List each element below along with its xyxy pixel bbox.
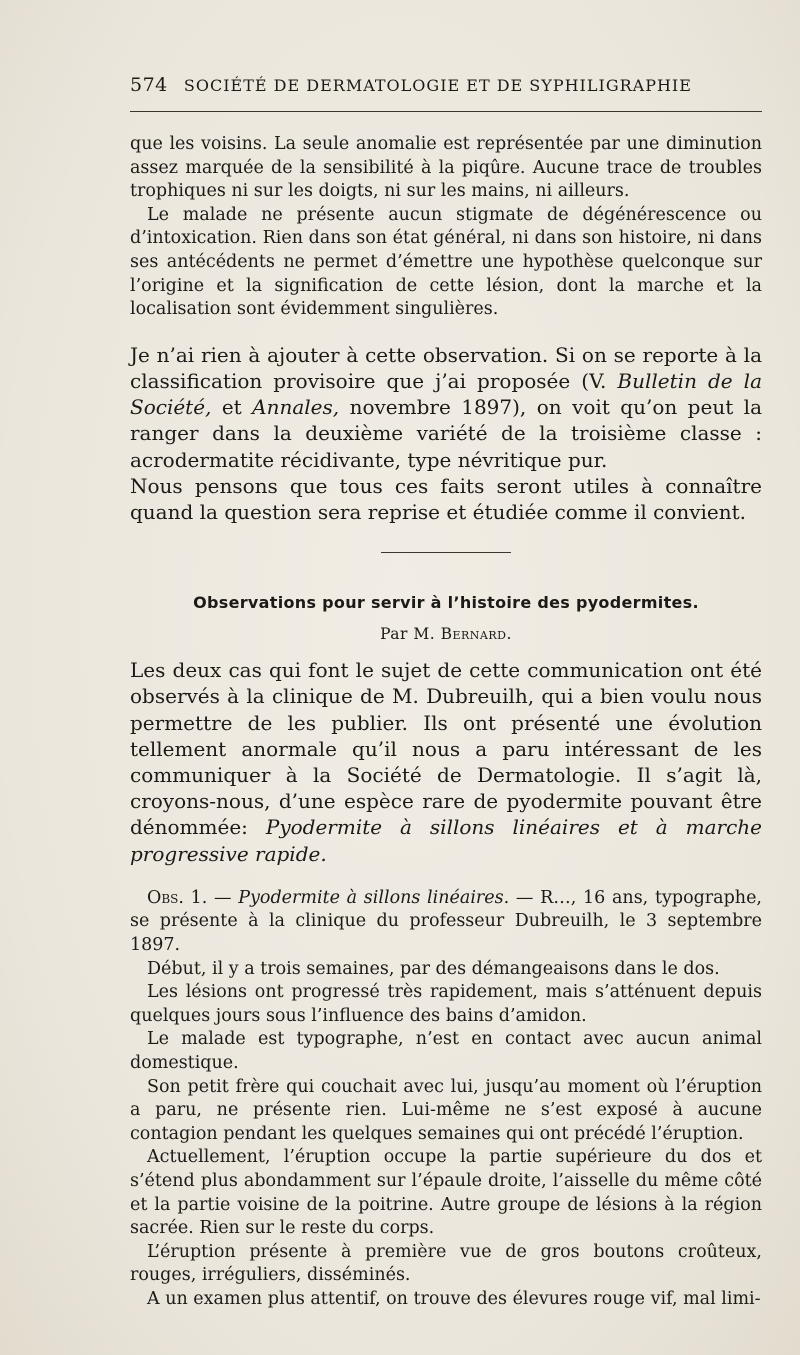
author-commentary [130,342,762,525]
article-intro [130,657,762,867]
text-run: — R…, 16 ans, typographe, se présente à la clinique du professeur Dubreuilh, le 3 septembre 1897. [130,887,762,955]
italic-run: Bulletin de la Société, [130,368,762,420]
paragraph: A un examen plus attentif, on trouve des élevures rouge vif, mal limi- [147,1288,761,1309]
italic-run: Pyodermite à sillons linéaires et à marche progressive rapide. [130,815,763,866]
paragraph: Le malade est typographe, n’est en contact avec aucun animal domestique. [130,1029,762,1073]
observation-1 [130,887,762,1312]
page-header [130,74,760,96]
paragraph: Début, il y a trois semaines, par des démangeaisons dans le dos. [147,958,720,979]
paragraph: L’éruption présente à première vue de gros boutons croûteux, rouges, irréguliers, disséminés. [130,1241,762,1286]
text-run: Je n’ai rien à ajouter à cette observation. Si on se reporte à la classification provisoire que j’ai proposée (V. [130,342,762,393]
paragraph: Nous pensons que tous ces faits seront utiles à connaître quand la question sera reprise et étudiée comme il convient. [130,473,762,524]
paragraph: Le malade ne présente aucun stigmate de dégénérescence ou d’intoxication. Rien dans son état général, ni dans son histoire, ni dans ses antécédents ne permet d’émettre une hypothèse quelconque sur l’origine et la signification de cette lésion, dont la marche et la localisation sont évidemment singulières. [130,204,762,320]
section-divider [381,552,511,553]
italic-run: Annales, [252,395,340,420]
byline-prefix: Par M. [380,625,441,644]
byline [130,625,762,643]
header-rule [130,111,762,112]
text-run: — [207,887,239,908]
text-run: et [211,395,253,420]
paragraph: Les lésions ont progressé très rapidement, mais s’atténuent depuis quelques jours sous l’influence des bains d’amidon. [130,982,762,1026]
text-run: novembre 1897), on voit qu’on peut la ranger dans la deuxième variété de la troisième classe : acrodermatite récidivante, type névritique pur. [130,395,762,472]
paragraph: Son petit frère qui couchait avec lui, jusqu’au moment où l’éruption a paru, ne présente rien. Lui-même ne s’est exposé à aucune contagion pendant les quelques semaines qui ont précédé l’éruption. [130,1076,762,1144]
previous-observation-end [130,133,762,322]
page-number: 574 [130,74,168,96]
paragraph: que les voisins. La seule anomalie est représentée par une diminution assez marquée de la sensibilité à la piqûre. Aucune trace de troubles trophiques ni sur les doigts, ni sur les mains, ni ailleurs. [130,134,762,202]
observation-label: Obs. 1. [147,887,208,908]
observation-title: Pyodermite à sillons linéaires. [238,887,510,908]
article-title: Observations pour servir à l’histoire des pyodermites. [193,593,699,613]
text-run: Les deux cas qui font le sujet de cette communication ont été observés à la clinique de M. Dubreuilh, qui a bien voulu nous permettre de les publier. Ils ont présenté une évolution tellement anormale qu’il nous a paru intéressant de les communiquer à la Société de Dermatologie. Il s’agit là, croyons-nous, d’une espèce rare de pyodermite pouvant être dénommée: [130,658,762,840]
running-title: SOCIÉTÉ DE DERMATOLOGIE ET DE SYPHILIGRAPHIE [183,76,692,95]
page-body [130,133,762,1311]
author-name: Bernard. [440,625,512,644]
paragraph [130,342,762,473]
paragraph: Actuellement, l’éruption occupe la partie supérieure du dos et s’étend plus abondamment sur l’épaule droite, l’aisselle du même côté et la partie voisine de la poitrine. Autre groupe de lésions à la région sacrée. Rien sur le reste du corps. [130,1147,762,1239]
paragraph [130,887,762,958]
paragraph [130,657,762,867]
